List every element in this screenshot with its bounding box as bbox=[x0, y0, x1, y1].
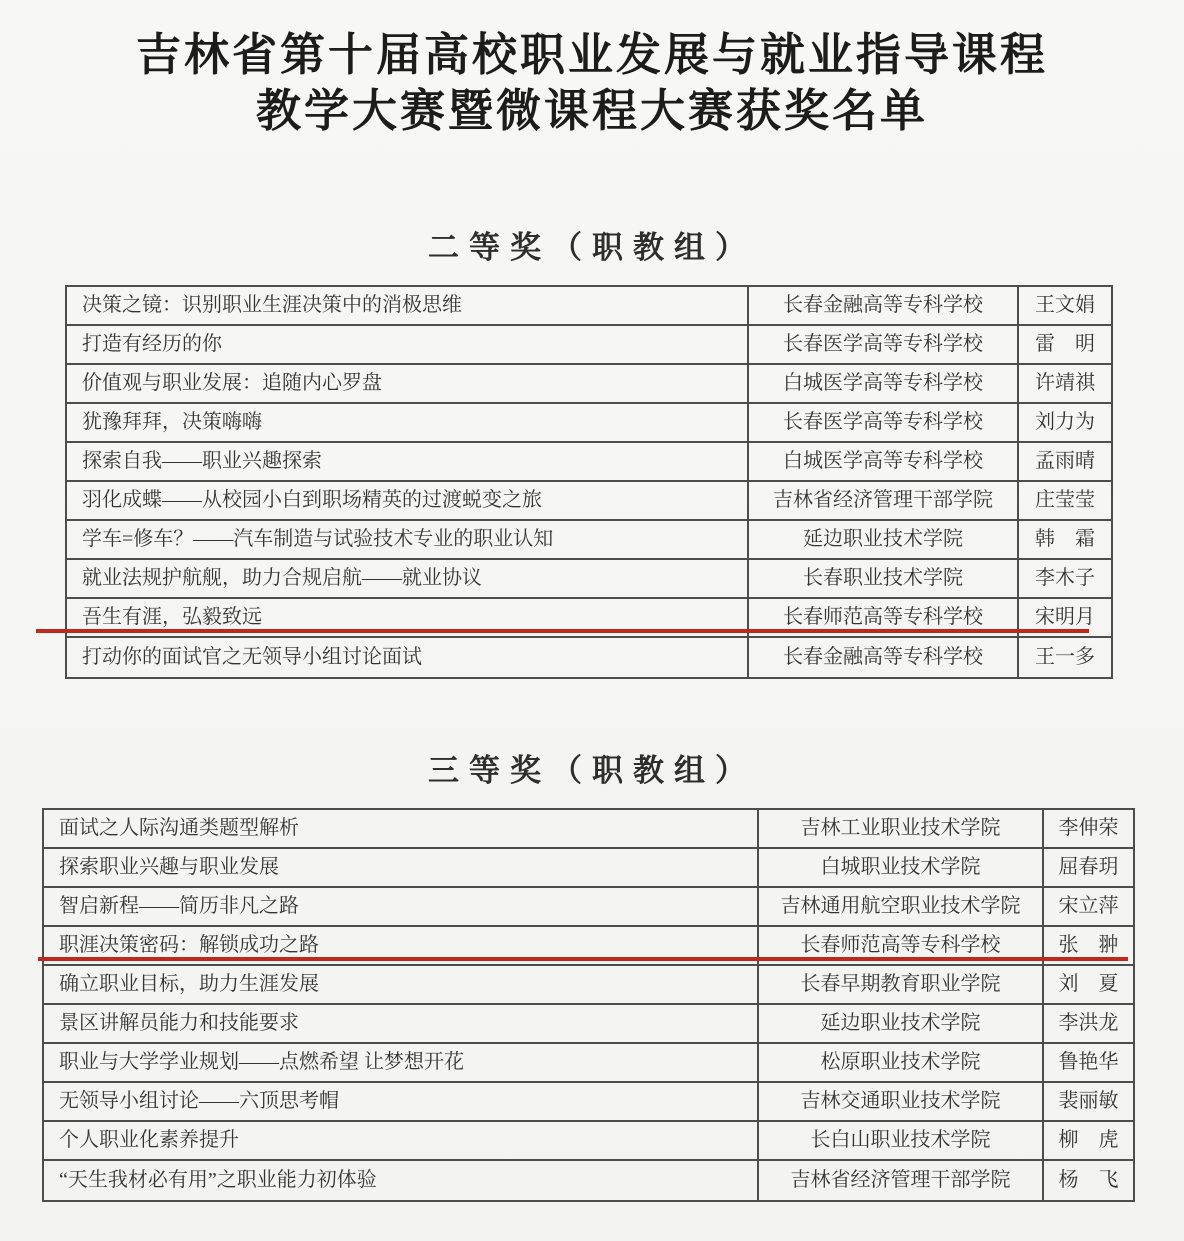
school-cell: 长春金融高等专科学校 bbox=[747, 638, 1017, 677]
table-row bbox=[67, 521, 1111, 560]
section-heading: 二等奖（职教组） bbox=[428, 229, 756, 265]
table-row bbox=[67, 443, 1111, 482]
name-cell: 裴丽敏 bbox=[1042, 1083, 1133, 1120]
name-cell: 韩 霜 bbox=[1017, 521, 1111, 558]
name-cell: 柳 虎 bbox=[1042, 1122, 1133, 1159]
table-row bbox=[44, 849, 1133, 888]
award-sections bbox=[0, 222, 1184, 1202]
school-cell: 吉林通用航空职业技术学院 bbox=[757, 888, 1042, 925]
name-cell: 杨 飞 bbox=[1042, 1161, 1133, 1200]
highlight-underline bbox=[36, 629, 1089, 633]
table-row bbox=[67, 326, 1111, 365]
name-cell: 屈春玥 bbox=[1042, 849, 1133, 886]
course-cell: “天生我材必有用”之职业能力初体验 bbox=[59, 1169, 377, 1192]
course-cell: 打造有经历的你 bbox=[82, 333, 222, 356]
name-cell: 雷 明 bbox=[1017, 326, 1111, 363]
school-cell: 长春职业技术学院 bbox=[747, 560, 1017, 597]
name-cell: 李伸荣 bbox=[1042, 810, 1133, 847]
table-row bbox=[44, 810, 1133, 849]
table-row bbox=[67, 404, 1111, 443]
course-cell: 就业法规护航舰，助力合规启航——就业协议 bbox=[82, 567, 482, 590]
table-row bbox=[67, 560, 1111, 599]
school-cell: 吉林省经济管理干部学院 bbox=[747, 482, 1017, 519]
name-cell: 宋立萍 bbox=[1042, 888, 1133, 925]
name-cell: 刘力为 bbox=[1017, 404, 1111, 441]
name-cell: 许靖祺 bbox=[1017, 365, 1111, 402]
course-cell: 学车=修车？——汽车制造与试验技术专业的职业认知 bbox=[82, 528, 554, 551]
name-cell: 王一多 bbox=[1017, 638, 1111, 677]
course-cell: 面试之人际沟通类题型解析 bbox=[59, 817, 299, 840]
course-cell: 决策之镜：识别职业生涯决策中的消极思维 bbox=[82, 294, 462, 317]
table-row bbox=[67, 287, 1111, 326]
school-cell: 长春医学高等专科学校 bbox=[747, 326, 1017, 363]
name-cell: 李木子 bbox=[1017, 560, 1111, 597]
school-cell: 吉林交通职业技术学院 bbox=[757, 1083, 1042, 1120]
course-cell: 探索职业兴趣与职业发展 bbox=[59, 856, 279, 879]
name-cell: 孟雨晴 bbox=[1017, 443, 1111, 480]
school-cell: 延边职业技术学院 bbox=[757, 1005, 1042, 1042]
table-row bbox=[67, 482, 1111, 521]
course-cell: 智启新程——简历非凡之路 bbox=[59, 895, 299, 918]
table-row bbox=[44, 927, 1133, 966]
awards-table bbox=[65, 285, 1113, 679]
table-row bbox=[44, 1005, 1133, 1044]
school-cell: 长春师范高等专科学校 bbox=[747, 599, 1017, 636]
section-heading: 三等奖（职教组） bbox=[428, 752, 756, 788]
course-cell: 确立职业目标，助力生涯发展 bbox=[59, 973, 319, 996]
table-row bbox=[44, 888, 1133, 927]
course-cell: 羽化成蝶——从校园小白到职场精英的过渡蜕变之旅 bbox=[82, 489, 542, 512]
school-cell: 白城医学高等专科学校 bbox=[747, 365, 1017, 402]
page-title bbox=[0, 0, 1184, 140]
school-cell: 吉林工业职业技术学院 bbox=[757, 810, 1042, 847]
name-cell: 宋明月 bbox=[1017, 599, 1111, 636]
course-cell: 价值观与职业发展：追随内心罗盘 bbox=[82, 372, 382, 395]
school-cell: 长春师范高等专科学校 bbox=[757, 927, 1042, 964]
name-cell: 张 翀 bbox=[1042, 927, 1133, 964]
table-row bbox=[44, 1161, 1133, 1200]
course-cell: 职业与大学学业规划——点燃希望 让梦想开花 bbox=[59, 1051, 464, 1074]
table-row bbox=[44, 1122, 1133, 1161]
table-row bbox=[44, 966, 1133, 1005]
course-cell: 探索自我——职业兴趣探索 bbox=[82, 450, 322, 473]
page-title-line1: 吉林省第十届高校职业发展与就业指导课程 bbox=[135, 30, 1048, 80]
name-cell: 李洪龙 bbox=[1042, 1005, 1133, 1042]
awards-table bbox=[42, 808, 1135, 1202]
name-cell: 王文娟 bbox=[1017, 287, 1111, 324]
highlight-underline bbox=[38, 957, 1128, 961]
table-row bbox=[67, 599, 1111, 638]
school-cell: 长白山职业技术学院 bbox=[757, 1122, 1042, 1159]
table-row bbox=[44, 1083, 1133, 1122]
table-row bbox=[67, 638, 1111, 677]
school-cell: 吉林省经济管理干部学院 bbox=[757, 1161, 1042, 1200]
name-cell: 鲁艳华 bbox=[1042, 1044, 1133, 1081]
school-cell: 延边职业技术学院 bbox=[747, 521, 1017, 558]
name-cell: 庄莹莹 bbox=[1017, 482, 1111, 519]
course-cell: 打动你的面试官之无领导小组讨论面试 bbox=[82, 646, 422, 669]
page-title-line2: 教学大赛暨微课程大赛获奖名单 bbox=[255, 85, 928, 136]
course-cell: 职涯决策密码：解锁成功之路 bbox=[59, 934, 319, 957]
course-cell: 无领导小组讨论——六顶思考帽 bbox=[59, 1090, 339, 1113]
table-row bbox=[44, 1044, 1133, 1083]
school-cell: 长春早期教育职业学院 bbox=[757, 966, 1042, 1003]
course-cell: 个人职业化素养提升 bbox=[59, 1129, 239, 1152]
course-cell: 景区讲解员能力和技能要求 bbox=[59, 1012, 299, 1035]
school-cell: 松原职业技术学院 bbox=[757, 1044, 1042, 1081]
table-row bbox=[67, 365, 1111, 404]
school-cell: 白城职业技术学院 bbox=[757, 849, 1042, 886]
name-cell: 刘 夏 bbox=[1042, 966, 1133, 1003]
course-cell: 犹豫拜拜，决策嗨嗨 bbox=[82, 411, 262, 434]
course-cell: 吾生有涯，弘毅致远 bbox=[82, 606, 262, 629]
school-cell: 长春金融高等专科学校 bbox=[747, 287, 1017, 324]
school-cell: 白城医学高等专科学校 bbox=[747, 443, 1017, 480]
award-section bbox=[0, 745, 1184, 1202]
award-section bbox=[0, 222, 1184, 679]
school-cell: 长春医学高等专科学校 bbox=[747, 404, 1017, 441]
